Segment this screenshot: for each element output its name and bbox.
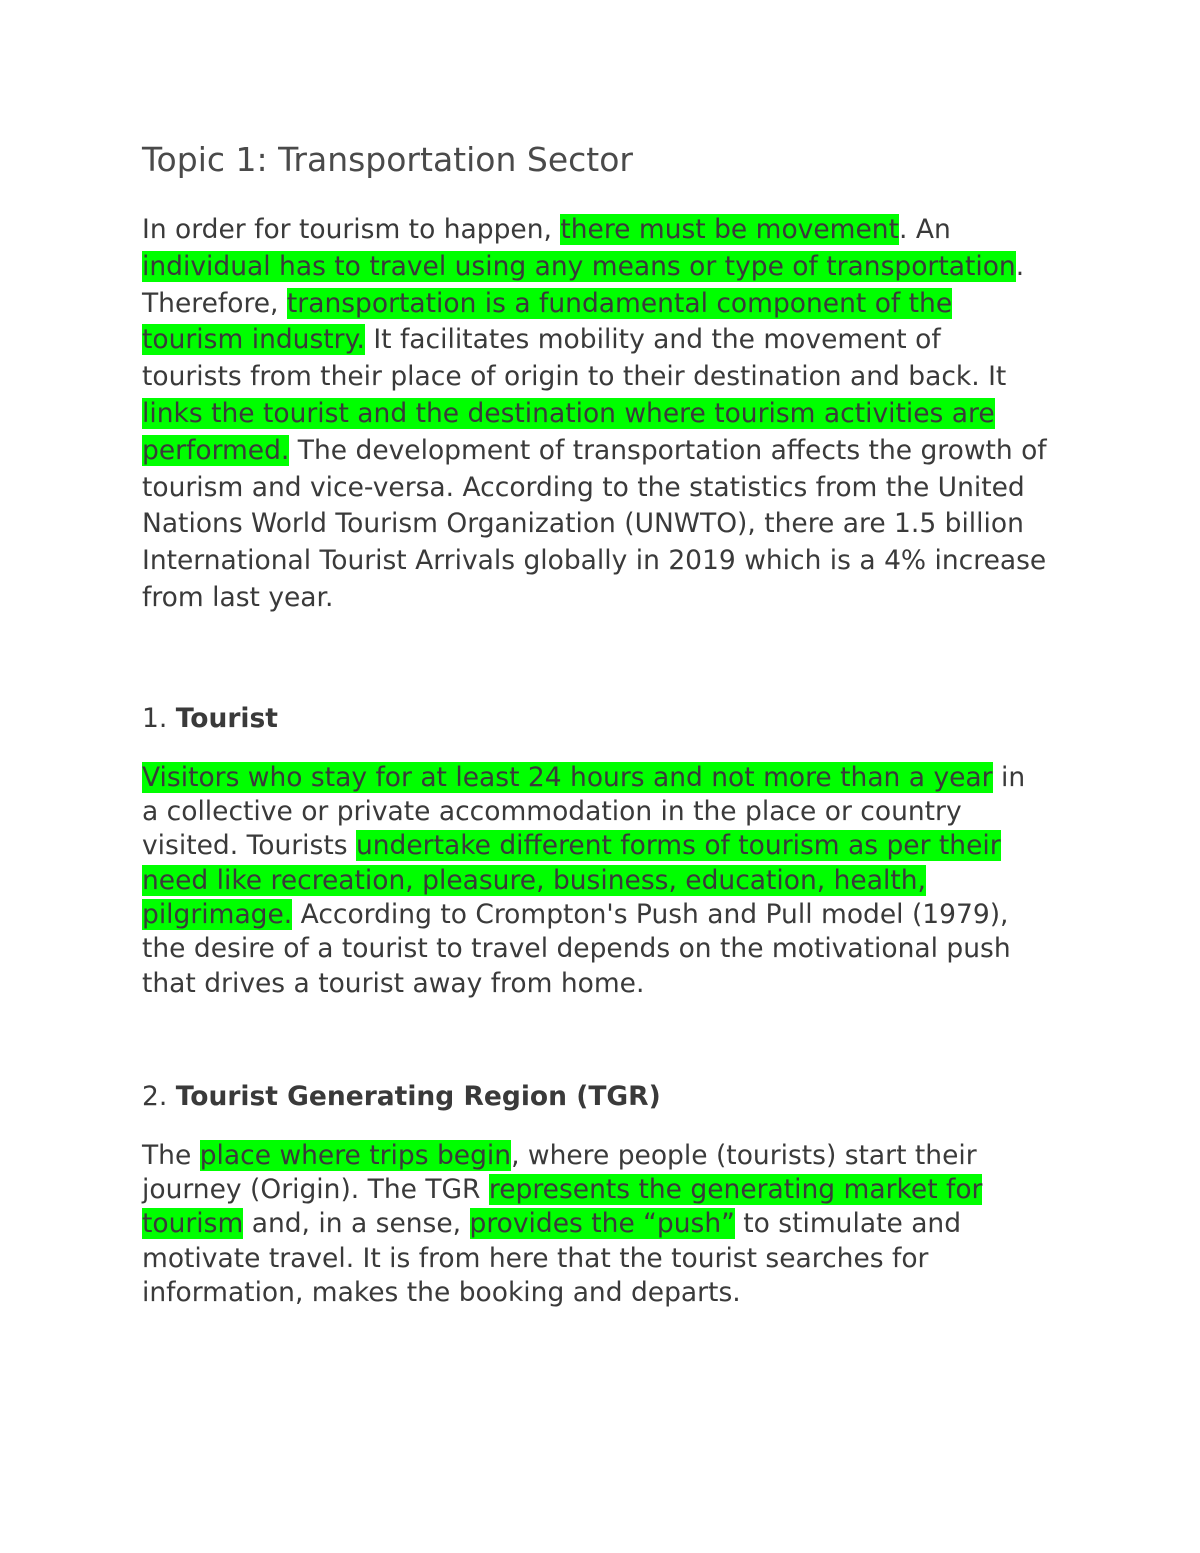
intro-highlight-1: there must be movement [560, 214, 899, 245]
intro-text-5: The development of transportation affects the growth of tourism and vice-versa. According to the statistics from the United Nations World Tourism Organization (UNWTO), there are 1.5 billion International Tourist Arrivals globally in 2019 which is a 4% increase from last year. [142, 434, 1047, 613]
intro-highlight-2: individual has to travel using any means or type of transportation [142, 250, 1016, 282]
intro-highlight-4: links the tourist and the destination where tourism activities are performed. [142, 397, 995, 466]
section-2-title: Tourist Generating Region (TGR) [175, 1080, 661, 1112]
page-title: Topic 1: Transportation Sector [142, 140, 633, 179]
s2-text-4: to stimulate and motivate travel. It is from here that the tourist searches for information, makes the booking and departs. [142, 1208, 962, 1309]
intro-paragraph [142, 212, 1047, 617]
s2-highlight-2: represents the generating market for tourism [142, 1174, 983, 1240]
s1-highlight-1: Visitors who stay for at least 24 hours and not more than a year [142, 761, 993, 793]
s1-highlight-2: undertake different forms of tourism as per their need like recreation, pleasure, business, education, health, pilgrimage. [142, 830, 1001, 930]
document-page [142, 138, 1047, 1310]
section-2-number: 2. [142, 1080, 176, 1112]
s2-text-3: and, in a sense, [243, 1208, 470, 1240]
section-1-title: Tourist [175, 702, 278, 734]
intro-highlight-3: transportation is a fundamental component of the tourism industry. [142, 287, 953, 356]
intro-text-1: In order for tourism to happen, [142, 214, 561, 245]
s2-text-1: The [142, 1139, 200, 1171]
s1-text-1: in a collective or private accommodation in the place or country visited. Tourists [142, 761, 1026, 862]
intro-text-4: It facilitates mobility and the movement of tourists from their place of origin to their destination and back. It [142, 324, 1007, 393]
section-1-heading [142, 701, 1047, 737]
section-1-paragraph [142, 761, 1047, 1001]
s1-text-2: According to Crompton's Push and Pull model (1979), the desire of a tourist to travel depends on the motivational push that drives a tourist away from home. [142, 898, 1011, 999]
section-1-number: 1. [142, 702, 176, 734]
section-2-paragraph [142, 1139, 1047, 1310]
s2-highlight-3: provides the “push” [469, 1208, 735, 1240]
intro-text-3: . Therefore, [142, 250, 1025, 319]
section-2-heading [142, 1079, 1047, 1115]
s2-highlight-1: place where trips begin [199, 1139, 512, 1171]
intro-text-2: . An [898, 214, 951, 245]
s2-text-2: , where people (tourists) start their journey (Origin). The TGR [142, 1139, 977, 1206]
